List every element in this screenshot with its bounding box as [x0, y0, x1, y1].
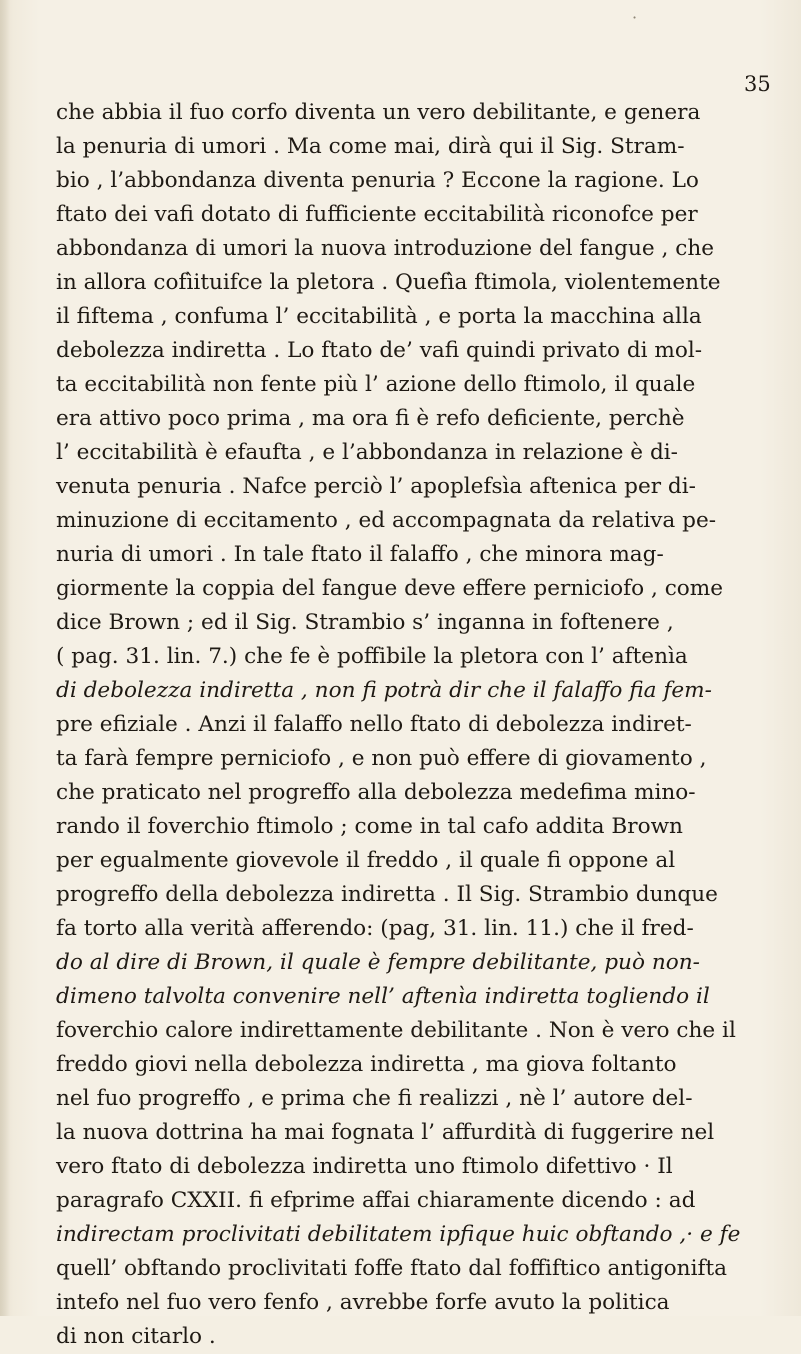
- text-line-15: giormente la coppia del fangue deve effere perniciofo , come: [56, 576, 724, 601]
- text-line-24: progreffo della debolezza indiretta . Il Sig. Strambio dunque: [56, 882, 718, 907]
- text-line-1: che abbia il fuo corfo diventa un vero debilitante, e genera: [56, 100, 701, 125]
- text-line-2: la penuria di umori . Ma come mai, dirà qui il Sig. Stram-: [56, 134, 685, 159]
- text-line-20: ta farà fempre perniciofo , e non può effere di giovamento ,: [56, 746, 707, 771]
- text-line-3: bio , l’abbondanza diventa penuria ? Eccone la ragione. Lo: [56, 168, 699, 193]
- binding-shadow: [0, 0, 10, 1316]
- text-line-22: rando il foverchio ftimolo ; come in tal cafo addita Brown: [56, 814, 683, 839]
- text-line-23: per egualmente giovevole il freddo , il quale fi oppone al: [56, 848, 676, 873]
- text-line-31: la nuova dottrina ha mai fognata l’ affurdità di fuggerire nel: [56, 1120, 715, 1145]
- text-line-9: ta eccitabilità non fente più l’ azione dello ftimolo, il quale: [56, 372, 696, 397]
- text-line-19: pre efiziale . Anzi il falaffo nello ftato di debolezza indiret-: [56, 712, 692, 737]
- text-line-35: quell’ obftando proclivitati foffe ftato dal foffiftico antigonifta: [56, 1256, 728, 1281]
- text-line-32: vero ftato di debolezza indiretta uno ftimolo difettivo · Il: [56, 1154, 673, 1179]
- text-line-10: era attivo poco prima , ma ora fi è refo deficiente, perchè: [56, 406, 685, 431]
- paper-speck: ·: [632, 8, 638, 27]
- text-line-18: di debolezza indiretta , non fi potrà dir che il falaffo fia fem-: [56, 678, 712, 703]
- text-line-11: l’ eccitabilità è efaufta , e l’abbondanza in relazione è di-: [56, 440, 678, 465]
- text-line-29: freddo giovi nella debolezza indiretta , ma giova foltanto: [56, 1052, 677, 1077]
- text-line-17: ( pag. 31. lin. 7.) che fe è poffibile la pletora con l’ aftenìa: [56, 644, 688, 669]
- text-line-25: fa torto alla verità afferendo: (pag, 31. lin. 11.) che il fred-: [56, 916, 694, 941]
- text-line-14: nuria di umori . In tale ftato il falaffo , che minora mag-: [56, 542, 664, 567]
- text-line-36: intefo nel fuo vero fenfo , avrebbe forfe avuto la politica: [56, 1290, 670, 1315]
- text-line-34: indirectam proclivitati debilitatem ipfique huic obftando ,· e fe: [56, 1222, 741, 1247]
- text-line-33: paragrafo CXXII. fi efprime affai chiaramente dicendo : ad: [56, 1188, 696, 1213]
- text-line-12: venuta penuria . Nafce perciò l’ apoplefsìa aftenica per di-: [56, 474, 696, 499]
- body-text: [56, 96, 752, 1354]
- text-line-16: dice Brown ; ed il Sig. Strambio s’ inganna in foftenere ,: [56, 610, 674, 635]
- text-line-8: debolezza indiretta . Lo ftato de’ vafi quindi privato di mol-: [56, 338, 703, 363]
- text-line-5: abbondanza di umori la nuova introduzione del fangue , che: [56, 236, 715, 261]
- text-line-26: do al dire di Brown, il quale è fempre debilitante, può non-: [56, 950, 700, 975]
- text-line-13: minuzione di eccitamento , ed accompagnata da relativa pe-: [56, 508, 717, 533]
- text-line-4: ftato dei vafi dotato di fufficiente eccitabilità riconofce per: [56, 202, 698, 227]
- text-line-7: il fiftema , confuma l’ eccitabilità , e porta la macchina alla: [56, 304, 702, 329]
- text-line-28: foverchio calore indirettamente debilitante . Non è vero che il: [56, 1018, 736, 1043]
- text-line-30: nel fuo progreffo , e prima che fi realizzi , nè l’ autore del-: [56, 1086, 693, 1111]
- text-line-21: che praticato nel progreffo alla debolezza medefima mino-: [56, 780, 696, 805]
- text-line-27: dimeno talvolta convenire nell’ aftenìa indiretta togliendo il: [56, 984, 710, 1009]
- page-number: 35: [744, 72, 771, 96]
- text-line-6: in allora cofìituifce la pletora . Quefìa ftimola, violentemente: [56, 270, 721, 295]
- text-line-37: di non citarlo .: [56, 1324, 216, 1349]
